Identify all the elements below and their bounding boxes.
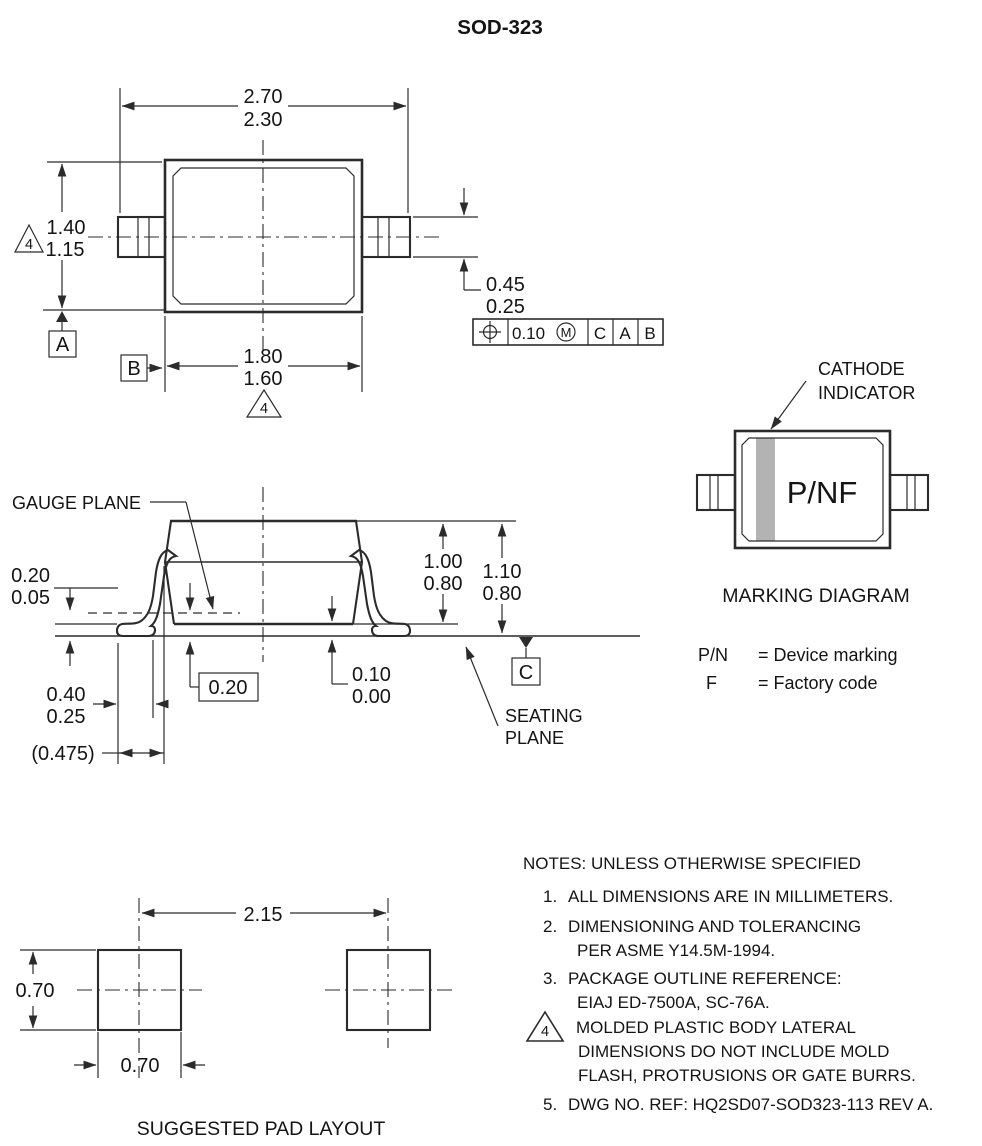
fcf-datum-2: A	[619, 324, 631, 343]
note-4-text: MOLDED PLASTIC BODY LATERAL	[576, 1018, 856, 1037]
dim-pad-pitch: 2.15	[243, 904, 283, 926]
svg-text:M: M	[560, 325, 572, 340]
marking-diagram-caption: MARKING DIAGRAM	[722, 585, 910, 607]
fcf-datum-3: B	[644, 324, 656, 343]
dim-foot-length-min: 0.25	[46, 706, 86, 728]
note-3-text-2: EIAJ ED-7500A, SC-76A.	[577, 993, 770, 1012]
dim-gauge-ref: (0.475)	[31, 743, 95, 765]
cathode-label-2: INDICATOR	[818, 383, 916, 403]
device-marking-text: P/NF	[786, 475, 858, 510]
note-2-text-2: PER ASME Y14.5M-1994.	[577, 941, 776, 960]
note-1-text: ALL DIMENSIONS ARE IN MILLIMETERS.	[568, 887, 894, 906]
dim-body-width-min: 1.60	[243, 368, 283, 390]
cathode-label-1: CATHODE	[818, 359, 905, 379]
dim-total-width-max: 2.70	[243, 86, 283, 108]
legend-pn-text: = Device marking	[758, 645, 898, 665]
fcf-tolerance: 0.10	[512, 324, 546, 343]
note-2-num: 2.	[543, 917, 558, 936]
seating-plane-label-2: PLANE	[505, 728, 565, 748]
legend-f-symbol: F	[706, 673, 717, 693]
seating-plane-label-1: SEATING	[505, 706, 583, 726]
note-4-text-2: DIMENSIONS DO NOT INCLUDE MOLD	[578, 1042, 890, 1061]
datum-b-label: B	[127, 358, 141, 380]
dim-standoff-min: 0.00	[352, 686, 391, 708]
gauge-plane-label: GAUGE PLANE	[12, 493, 142, 513]
cathode-band	[756, 438, 775, 541]
note-1-num: 1.	[543, 887, 558, 906]
dim-total-height-max: 1.10	[482, 561, 522, 583]
dim-total-height-min: 0.80	[482, 583, 522, 605]
datum-a-label: A	[55, 334, 70, 356]
note-3-text: PACKAGE OUTLINE REFERENCE:	[568, 969, 842, 988]
dim-lead-width-min: 0.25	[486, 296, 525, 318]
fcf-datum-1: C	[593, 324, 607, 343]
dim-pad-height: 0.70	[15, 980, 55, 1002]
dim-foot-length-max: 0.40	[46, 684, 86, 706]
pad-layout-caption: SUGGESTED PAD LAYOUT	[136, 1118, 386, 1140]
dim-body-height-max: 1.40	[46, 217, 86, 239]
legend-pn-symbol: P/N	[698, 645, 729, 665]
notes-header: NOTES: UNLESS OTHERWISE SPECIFIED	[523, 854, 861, 873]
page-title: SOD-323	[457, 16, 543, 39]
dim-body-height-side-max: 1.00	[423, 551, 463, 573]
note-2-text: DIMENSIONING AND TOLERANCING	[568, 917, 862, 936]
note-4-text-3: FLASH, PROTRUSIONS OR GATE BURRS.	[578, 1066, 916, 1085]
note-5-num: 5.	[543, 1095, 558, 1114]
dim-lead-thickness-max: 0.20	[11, 565, 50, 587]
legend-f-text: = Factory code	[758, 673, 878, 693]
svg-text:4: 4	[540, 1024, 550, 1040]
svg-text:4: 4	[259, 401, 269, 417]
dim-gauge-length: 0.20	[208, 677, 248, 699]
dim-pad-width: 0.70	[120, 1055, 160, 1077]
dim-body-height-min: 1.15	[45, 239, 85, 261]
note-5-text: DWG NO. REF: HQ2SD07-SOD323-113 REV A.	[568, 1095, 934, 1114]
dim-total-width-min: 2.30	[243, 109, 283, 131]
dim-body-width-max: 1.80	[243, 346, 283, 368]
dim-body-height-side-min: 0.80	[423, 573, 463, 595]
dim-lead-thickness-min: 0.05	[11, 587, 50, 609]
dim-lead-width-max: 0.45	[486, 274, 525, 296]
dim-standoff-max: 0.10	[352, 664, 391, 686]
note-3-num: 3.	[543, 969, 558, 988]
svg-text:4: 4	[24, 237, 34, 253]
datum-c-label: C	[518, 662, 534, 684]
